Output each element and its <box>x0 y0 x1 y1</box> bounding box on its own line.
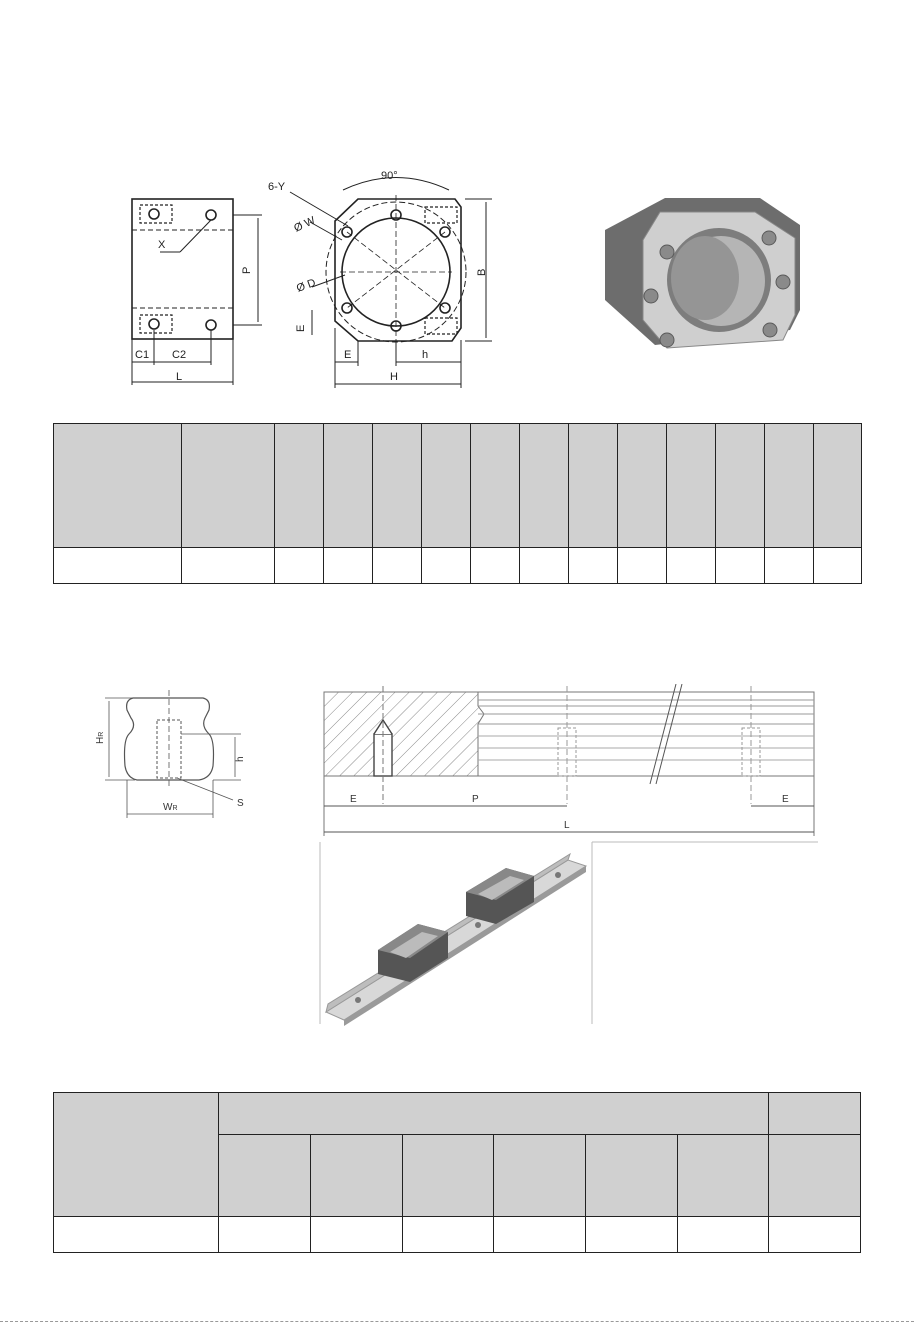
table-header-cell <box>54 424 182 548</box>
table-header-cell <box>403 1135 494 1217</box>
table-header-cell <box>324 424 373 548</box>
label-c1: C1 <box>135 349 150 361</box>
table-cell <box>814 548 862 584</box>
side-view-block <box>132 199 233 339</box>
label-pitch-circle: Ø W <box>292 214 318 235</box>
label-b: B <box>476 268 488 276</box>
table-cell <box>494 1217 586 1253</box>
table-header-cell <box>769 1093 861 1135</box>
table-header-cell <box>54 1093 219 1217</box>
rail-photo <box>318 840 820 1026</box>
table-cell <box>373 548 422 584</box>
label-c2: C2 <box>172 349 187 361</box>
rail-length-drawing <box>318 684 820 844</box>
table-cell <box>716 548 765 584</box>
table-cell <box>422 548 471 584</box>
table-header-row <box>54 424 862 548</box>
table-cell <box>471 548 520 584</box>
rail-section-drawing <box>85 688 265 823</box>
table-cell <box>324 548 373 584</box>
table-header-row <box>54 1093 861 1135</box>
rail-spec-table <box>53 1092 861 1253</box>
table-header-cell <box>275 424 324 548</box>
table-cell <box>678 1217 769 1253</box>
table-header-cell <box>716 424 765 548</box>
label-l: L <box>176 371 183 383</box>
label-rail-p: P <box>472 794 479 805</box>
table-cell <box>618 548 667 584</box>
label-rail-width: WR <box>163 802 178 813</box>
table-cell <box>586 1217 678 1253</box>
table-header-cell <box>373 424 422 548</box>
table-header-cell <box>667 424 716 548</box>
table-header-cell <box>520 424 569 548</box>
label-screw: X <box>158 239 166 251</box>
label-rail-e-right: E <box>782 794 789 805</box>
table-header-cell <box>182 424 275 548</box>
housing-drawing <box>100 160 520 395</box>
table-header-cell <box>494 1135 586 1217</box>
table-row <box>54 548 862 584</box>
label-h-large: H <box>390 371 398 383</box>
table-cell <box>275 548 324 584</box>
table-cell <box>311 1217 403 1253</box>
label-angle: 90° <box>381 170 398 182</box>
table-row <box>54 1217 861 1253</box>
table-header-cell <box>814 424 862 548</box>
label-rail-l: L <box>564 820 570 831</box>
table-header-cell <box>219 1093 769 1135</box>
table-cell <box>667 548 716 584</box>
table-header-cell <box>422 424 471 548</box>
label-h-small: h <box>422 349 429 361</box>
table-cell <box>520 548 569 584</box>
label-rail-height: HR <box>95 731 106 744</box>
table-header-cell <box>765 424 814 548</box>
label-bore: Ø D <box>294 276 318 295</box>
label-rail-h: h <box>235 756 246 762</box>
table-header-cell <box>471 424 520 548</box>
table-cell <box>219 1217 311 1253</box>
table-header-cell <box>569 424 618 548</box>
table-header-cell <box>678 1135 769 1217</box>
label-hole-spec: 6-Y <box>268 181 286 193</box>
table-cell <box>569 548 618 584</box>
table-cell <box>182 548 275 584</box>
table-header-cell <box>618 424 667 548</box>
table-cell <box>765 548 814 584</box>
label-p: P <box>241 266 253 274</box>
table-cell <box>769 1217 861 1253</box>
table-cell <box>403 1217 494 1253</box>
table-cell <box>54 1217 219 1253</box>
table-header-cell <box>586 1135 678 1217</box>
housing-photo <box>595 190 815 360</box>
table-header-cell <box>311 1135 403 1217</box>
label-rail-e-left: E <box>350 794 357 805</box>
table-header-cell <box>769 1135 861 1217</box>
table-header-cell <box>219 1135 311 1217</box>
housing-spec-table <box>53 423 862 584</box>
label-rail-s: S <box>237 798 244 809</box>
table-cell <box>54 548 182 584</box>
label-e-vertical: E <box>295 324 307 332</box>
page-footer-rule <box>0 1321 914 1322</box>
label-e-horizontal: E <box>344 349 352 361</box>
